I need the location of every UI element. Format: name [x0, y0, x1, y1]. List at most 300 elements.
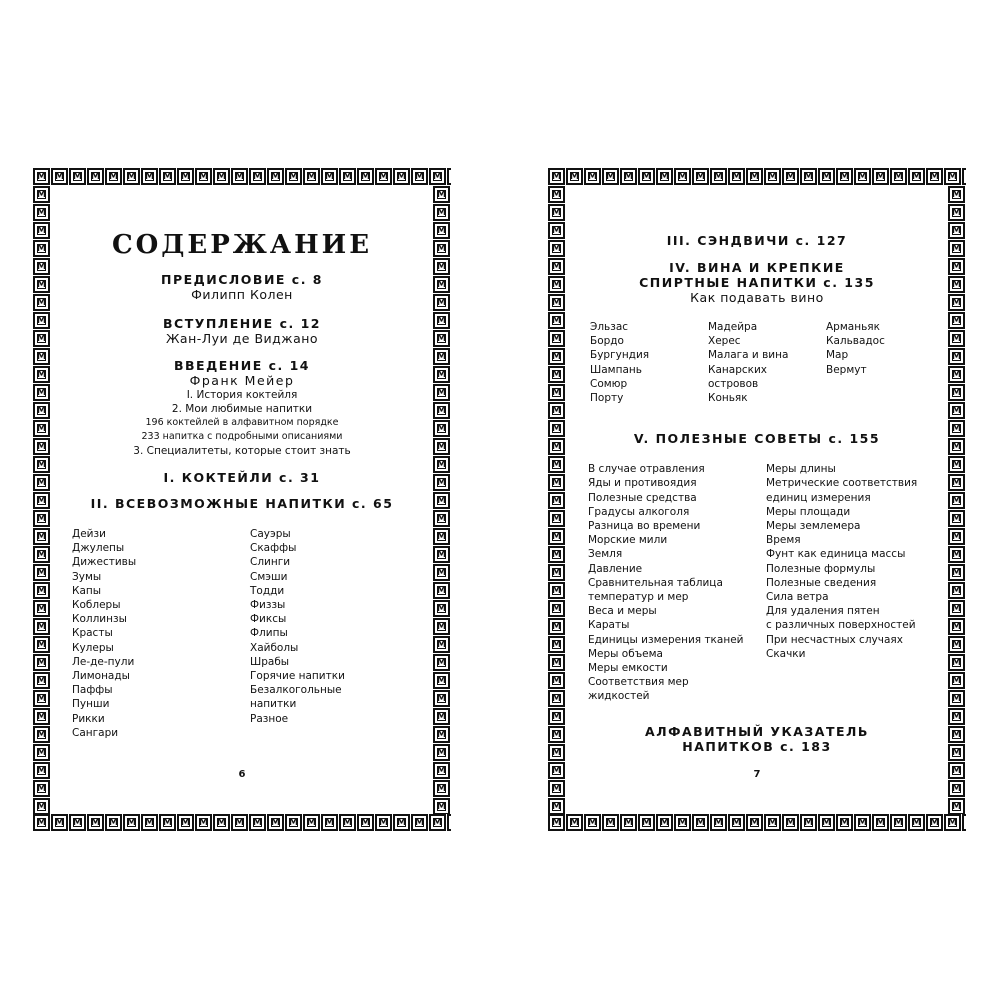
m-tile-icon — [656, 814, 673, 831]
m-tile-icon — [948, 708, 965, 725]
m-tile-icon — [948, 546, 965, 563]
tip-item: Полезные сведения — [766, 576, 877, 589]
tip-item: Меры объема — [588, 647, 663, 660]
tip-item: Скачки — [766, 647, 806, 660]
m-tile-icon — [433, 510, 450, 527]
m-tile-icon — [141, 814, 158, 831]
m-tile-icon — [33, 420, 50, 437]
m-tile-icon — [818, 168, 835, 185]
m-tile-icon — [548, 258, 565, 275]
m-tile-icon — [548, 456, 565, 473]
m-tile-icon — [33, 654, 50, 671]
m-tile-icon — [429, 814, 446, 831]
tip-item: Сравнительная таблица — [588, 576, 723, 589]
m-tile-icon — [105, 168, 122, 185]
tip-item: Разница во времени — [588, 520, 701, 533]
wines-heading-line1: IV. ВИНА И КРЕПКИЕ — [669, 260, 845, 275]
page-title: СОДЕРЖАНИЕ — [111, 230, 373, 260]
wine-item: Херес — [708, 335, 741, 348]
m-tile-icon — [195, 168, 212, 185]
m-tile-icon — [548, 708, 565, 725]
m-tile-icon — [33, 258, 50, 275]
drink-item: Хайболы — [250, 641, 299, 654]
m-tile-icon — [33, 510, 50, 527]
m-tile-icon — [548, 672, 565, 689]
m-tile-icon — [433, 438, 450, 455]
m-tile-icon — [800, 814, 817, 831]
m-tile-icon — [33, 402, 50, 419]
m-tile-icon — [854, 168, 871, 185]
m-tile-icon — [105, 814, 122, 831]
drink-item: напитки — [250, 698, 297, 711]
m-tile-icon — [87, 168, 104, 185]
tip-item: Яды и противоядия — [588, 477, 697, 490]
wines-section — [578, 260, 936, 305]
m-tile-icon — [948, 240, 965, 257]
foreword-section — [63, 358, 421, 458]
m-tile-icon — [433, 492, 450, 509]
drink-item: Разное — [250, 712, 289, 725]
m-tile-icon — [33, 366, 50, 383]
m-tile-icon — [33, 312, 50, 329]
tip-item: Полезные формулы — [766, 562, 876, 575]
index-heading-line2: НАПИТКОВ с. 183 — [682, 738, 832, 754]
wine-item: Малага и вина — [708, 349, 789, 362]
m-tile-icon — [433, 186, 450, 203]
m-tile-icon — [33, 384, 50, 401]
m-tile-icon — [548, 564, 565, 581]
m-tile-icon — [548, 546, 565, 563]
m-tile-icon — [746, 814, 763, 831]
m-tile-icon — [800, 168, 817, 185]
m-tile-icon — [33, 456, 50, 473]
m-tile-icon — [33, 438, 50, 455]
page-number: 7 — [753, 769, 761, 780]
index-heading-line1: АЛФАВИТНЫЙ УКАЗАТЕЛЬ — [645, 723, 869, 739]
wine-item: островов — [708, 377, 759, 390]
foreword-line: I. История коктейля — [186, 389, 298, 401]
m-tile-icon — [393, 168, 410, 185]
drink-item: Горячие напитки — [250, 670, 345, 683]
m-tile-icon — [433, 222, 450, 239]
wine-item: Канарских — [708, 363, 768, 376]
m-tile-icon — [33, 528, 50, 545]
m-tile-icon — [33, 240, 50, 257]
page-number: 6 — [238, 769, 246, 780]
m-tile-icon — [948, 186, 965, 203]
drink-item: Джулепы — [72, 542, 125, 555]
m-tile-icon — [548, 222, 565, 239]
m-tile-icon — [159, 168, 176, 185]
m-tile-icon — [890, 814, 907, 831]
m-tile-icon — [656, 168, 673, 185]
m-tile-icon — [710, 814, 727, 831]
drinks-list — [63, 527, 421, 740]
m-tile-icon — [584, 168, 601, 185]
wine-item: Арманьяк — [826, 321, 880, 333]
m-tile-icon — [33, 726, 50, 743]
m-tile-icon — [948, 672, 965, 689]
m-tile-icon — [948, 654, 965, 671]
m-tile-icon — [87, 814, 104, 831]
m-tile-icon — [674, 814, 691, 831]
m-tile-icon — [948, 456, 965, 473]
m-tile-icon — [548, 348, 565, 365]
m-tile-icon — [548, 366, 565, 383]
bottom-border — [548, 814, 966, 832]
m-tile-icon — [872, 168, 889, 185]
m-tile-icon — [548, 510, 565, 527]
drinks-column — [250, 527, 345, 740]
m-tile-icon — [602, 814, 619, 831]
m-tile-icon — [33, 168, 50, 185]
m-tile-icon — [433, 294, 450, 311]
drink-item: Шрабы — [250, 655, 290, 668]
drink-item: Рикки — [72, 712, 105, 725]
tip-item: жидкостей — [588, 690, 650, 703]
right-border — [948, 186, 966, 814]
wine-item: Бордо — [590, 335, 624, 348]
m-tile-icon — [433, 798, 450, 814]
m-tile-icon — [948, 222, 965, 239]
m-tile-icon — [321, 168, 338, 185]
tip-item: Караты — [588, 619, 630, 632]
m-tile-icon — [357, 814, 374, 831]
m-tile-icon — [638, 168, 655, 185]
m-tile-icon — [339, 168, 356, 185]
tip-item: Земля — [588, 548, 623, 561]
wines-subheading: Как подавать вино — [690, 290, 824, 305]
m-tile-icon — [728, 814, 745, 831]
drink-item: Безалкогольные — [250, 684, 342, 697]
m-tile-icon — [948, 564, 965, 581]
drink-item: Коблеры — [72, 599, 121, 612]
m-tile-icon — [433, 204, 450, 221]
wine-item: Кальвадос — [826, 335, 885, 348]
m-tile-icon — [33, 492, 50, 509]
drink-item: Дижестивы — [72, 556, 137, 569]
m-tile-icon — [33, 744, 50, 761]
m-tile-icon — [33, 600, 50, 617]
m-tile-icon — [249, 168, 266, 185]
m-tile-icon — [33, 186, 50, 203]
m-tile-icon — [433, 672, 450, 689]
m-tile-icon — [692, 168, 709, 185]
m-tile-icon — [33, 474, 50, 491]
m-tile-icon — [411, 168, 428, 185]
m-tile-icon — [962, 168, 966, 185]
m-tile-icon — [433, 654, 450, 671]
m-tile-icon — [433, 456, 450, 473]
tip-item: Градусы алкоголя — [588, 505, 690, 518]
tip-item: В случае отравления — [588, 463, 705, 476]
m-tile-icon — [908, 814, 925, 831]
tip-item: с различных поверхностей — [766, 619, 916, 632]
wine-item: Сомюр — [590, 377, 628, 390]
foreword-line: 233 напитка с подробными описаниями — [141, 431, 343, 442]
m-tile-icon — [548, 600, 565, 617]
right-page — [548, 168, 966, 832]
m-tile-icon — [728, 168, 745, 185]
m-tile-icon — [433, 618, 450, 635]
drink-item: Паффы — [72, 684, 113, 697]
m-tile-icon — [872, 814, 889, 831]
m-tile-icon — [548, 492, 565, 509]
m-tile-icon — [948, 438, 965, 455]
m-tile-icon — [620, 168, 637, 185]
m-tile-icon — [433, 744, 450, 761]
m-tile-icon — [944, 814, 961, 831]
m-tile-icon — [948, 510, 965, 527]
drink-item: Пунши — [72, 698, 110, 711]
preface-heading: ПРЕДИСЛОВИЕ с. 8 — [160, 272, 324, 287]
m-tile-icon — [602, 168, 619, 185]
wine-item: Эльзас — [590, 321, 629, 333]
m-tile-icon — [782, 814, 799, 831]
wine-item: Бургундия — [590, 349, 650, 362]
m-tile-icon — [548, 636, 565, 653]
m-tile-icon — [321, 814, 338, 831]
m-tile-icon — [33, 814, 50, 831]
wines-list — [578, 320, 936, 405]
preface-author: Филипп Колен — [191, 287, 293, 302]
foreword-author: Франк Мейер — [189, 373, 295, 388]
m-tile-icon — [548, 294, 565, 311]
m-tile-icon — [433, 636, 450, 653]
m-tile-icon — [620, 814, 637, 831]
m-tile-icon — [433, 726, 450, 743]
m-tile-icon — [433, 366, 450, 383]
m-tile-icon — [69, 814, 86, 831]
drink-item: Дейзи — [72, 528, 106, 540]
m-tile-icon — [854, 814, 871, 831]
m-tile-icon — [548, 420, 565, 437]
m-tile-icon — [692, 814, 709, 831]
top-border — [33, 168, 451, 186]
m-tile-icon — [948, 474, 965, 491]
introduction-heading: ВСТУПЛЕНИЕ с. 12 — [163, 316, 321, 331]
m-tile-icon — [267, 168, 284, 185]
wines-column — [590, 320, 708, 405]
wine-item: Вермут — [826, 363, 867, 376]
m-tile-icon — [433, 564, 450, 581]
m-tile-icon — [948, 726, 965, 743]
tip-item: температур и мер — [588, 591, 689, 604]
m-tile-icon — [548, 726, 565, 743]
m-tile-icon — [674, 168, 691, 185]
cocktails-heading: I. КОКТЕЙЛИ с. 31 — [163, 470, 321, 485]
tip-item: Время — [766, 534, 801, 547]
tip-item: Морские мили — [588, 534, 668, 547]
drink-item: Кулеры — [72, 641, 114, 654]
m-tile-icon — [548, 780, 565, 797]
m-tile-icon — [433, 474, 450, 491]
m-tile-icon — [548, 690, 565, 707]
m-tile-icon — [548, 204, 565, 221]
m-tile-icon — [33, 798, 50, 814]
m-tile-icon — [433, 780, 450, 797]
drink-item: Слинги — [250, 556, 291, 569]
m-tile-icon — [948, 636, 965, 653]
m-tile-icon — [231, 168, 248, 185]
m-tile-icon — [213, 814, 230, 831]
m-tile-icon — [447, 814, 451, 831]
m-tile-icon — [231, 814, 248, 831]
drink-item: Флипы — [250, 627, 288, 640]
m-tile-icon — [433, 384, 450, 401]
drink-item: Красты — [72, 627, 113, 640]
drinks-column — [72, 527, 250, 740]
m-tile-icon — [926, 814, 943, 831]
m-tile-icon — [818, 814, 835, 831]
m-tile-icon — [33, 348, 50, 365]
m-tile-icon — [948, 582, 965, 599]
tip-item: Соответствия мер — [588, 676, 689, 689]
m-tile-icon — [948, 492, 965, 509]
m-tile-icon — [433, 348, 450, 365]
m-tile-icon — [33, 222, 50, 239]
m-tile-icon — [177, 814, 194, 831]
m-tile-icon — [339, 814, 356, 831]
drink-item: Тодди — [250, 584, 285, 597]
m-tile-icon — [890, 168, 907, 185]
drink-item: Физзы — [250, 599, 286, 612]
m-tile-icon — [948, 294, 965, 311]
left-page — [33, 168, 451, 832]
m-tile-icon — [566, 814, 583, 831]
tips-column — [766, 462, 917, 703]
m-tile-icon — [393, 814, 410, 831]
m-tile-icon — [433, 546, 450, 563]
m-tile-icon — [213, 168, 230, 185]
m-tile-icon — [548, 240, 565, 257]
m-tile-icon — [33, 546, 50, 563]
m-tile-icon — [123, 168, 140, 185]
m-tile-icon — [249, 814, 266, 831]
introduction-author: Жан-Луи де Виджано — [165, 331, 319, 346]
m-tile-icon — [548, 330, 565, 347]
introduction-section — [63, 316, 421, 346]
wines-column — [708, 320, 826, 405]
tip-item: Меры длины — [766, 463, 836, 476]
m-tile-icon — [33, 672, 50, 689]
m-tile-icon — [433, 690, 450, 707]
m-tile-icon — [433, 258, 450, 275]
m-tile-icon — [548, 798, 565, 814]
tip-item: Веса и меры — [588, 605, 657, 618]
tip-item: Меры емкости — [588, 662, 668, 675]
tip-item: Фунт как единица массы — [766, 548, 906, 561]
wine-item: Порту — [590, 392, 624, 405]
tips-list — [578, 462, 936, 703]
m-tile-icon — [33, 294, 50, 311]
m-tile-icon — [33, 636, 50, 653]
m-tile-icon — [33, 204, 50, 221]
drink-item: Ле-де-пули — [72, 655, 135, 668]
m-tile-icon — [433, 330, 450, 347]
m-tile-icon — [548, 744, 565, 761]
drink-item: Зумы — [72, 570, 102, 583]
m-tile-icon — [948, 312, 965, 329]
m-tile-icon — [948, 276, 965, 293]
drink-item: Лимонады — [72, 670, 130, 683]
wine-item: Шампань — [590, 363, 642, 376]
m-tile-icon — [948, 402, 965, 419]
m-tile-icon — [33, 582, 50, 599]
m-tile-icon — [303, 168, 320, 185]
m-tile-icon — [836, 814, 853, 831]
m-tile-icon — [548, 276, 565, 293]
m-tile-icon — [33, 780, 50, 797]
m-tile-icon — [433, 582, 450, 599]
m-tile-icon — [433, 240, 450, 257]
m-tile-icon — [51, 814, 68, 831]
m-tile-icon — [548, 186, 565, 203]
m-tile-icon — [584, 814, 601, 831]
m-tile-icon — [548, 438, 565, 455]
m-tile-icon — [433, 528, 450, 545]
preface-section — [63, 272, 421, 302]
m-tile-icon — [548, 654, 565, 671]
top-border — [548, 168, 966, 186]
wine-item: Коньяк — [708, 392, 748, 405]
tip-item: Единицы измерения тканей — [588, 633, 744, 646]
drinks-heading: II. ВСЕВОЗМОЖНЫЕ НАПИТКИ с. 65 — [90, 496, 394, 511]
tip-item: Сила ветра — [766, 591, 829, 604]
m-tile-icon — [375, 814, 392, 831]
m-tile-icon — [948, 744, 965, 761]
tip-item: Для удаления пятен — [766, 605, 880, 618]
m-tile-icon — [433, 276, 450, 293]
m-tile-icon — [433, 312, 450, 329]
left-border — [548, 186, 566, 814]
m-tile-icon — [926, 168, 943, 185]
bottom-border — [33, 814, 451, 832]
wine-item: Мадейра — [708, 321, 758, 333]
m-tile-icon — [285, 168, 302, 185]
tips-column — [588, 462, 766, 703]
m-tile-icon — [948, 780, 965, 797]
m-tile-icon — [948, 258, 965, 275]
m-tile-icon — [782, 168, 799, 185]
drink-item: Коллинзы — [72, 613, 127, 626]
m-tile-icon — [548, 528, 565, 545]
m-tile-icon — [447, 168, 451, 185]
tip-item: При несчастных случаях — [766, 633, 903, 646]
m-tile-icon — [433, 600, 450, 617]
m-tile-icon — [33, 708, 50, 725]
m-tile-icon — [948, 366, 965, 383]
right-page-content — [578, 224, 936, 802]
m-tile-icon — [33, 690, 50, 707]
wines-heading-line2: СПИРТНЫЕ НАПИТКИ с. 135 — [639, 275, 875, 290]
left-border — [33, 186, 51, 814]
m-tile-icon — [962, 814, 966, 831]
m-tile-icon — [548, 474, 565, 491]
m-tile-icon — [69, 168, 86, 185]
m-tile-icon — [948, 348, 965, 365]
m-tile-icon — [195, 814, 212, 831]
foreword-line: 3. Специалитеты, которые стоит знать — [133, 445, 351, 457]
m-tile-icon — [548, 618, 565, 635]
m-tile-icon — [548, 168, 565, 185]
m-tile-icon — [948, 330, 965, 347]
m-tile-icon — [33, 276, 50, 293]
tip-item: Давление — [588, 562, 643, 575]
tips-heading: V. ПОЛЕЗНЫЕ СОВЕТЫ с. 155 — [633, 431, 881, 447]
m-tile-icon — [411, 814, 428, 831]
m-tile-icon — [429, 168, 446, 185]
